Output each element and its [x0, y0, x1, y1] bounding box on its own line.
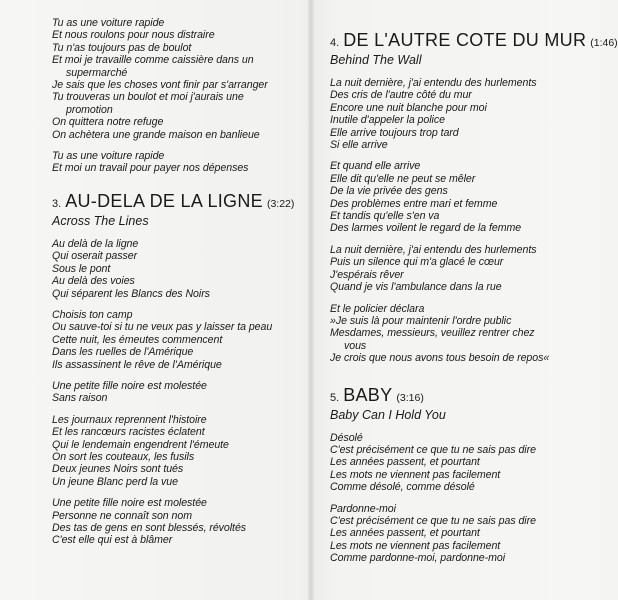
song-duration: (3:16): [396, 391, 424, 404]
lyric-line: Tu n'as toujours pas de boulot: [52, 41, 192, 54]
stanza: [52, 309, 302, 371]
lyric-line: Des cris de l'autre côté du mur: [330, 89, 472, 102]
song-title: DE L'AUTRE COTE DU MUR: [343, 30, 587, 50]
lyric-line: Tu as une voiture rapide: [52, 150, 165, 163]
song-duration: (3:22): [266, 197, 295, 210]
stanza-gap: [52, 488, 302, 497]
lyric-line: On quittera notre refuge: [52, 116, 164, 129]
song-title: AU-DELA DE LA LIGNE: [65, 190, 263, 211]
stanza: [330, 244, 592, 294]
lyric-line: Cette nuit, les émeutes commencent: [52, 333, 223, 346]
lyric-line: Ou sauve-toi si tu ne veux pas y laisser ta peau: [52, 321, 273, 334]
stanza: [330, 303, 592, 365]
lyric-line: Des tas de gens en sont blessés, révoltés: [52, 522, 247, 534]
lyric-line: supermarché: [66, 66, 128, 79]
lyric-line: Comme désolé, comme désolé: [330, 481, 475, 494]
lyric-line: Mesdames, messieurs, veuillez rentrer chez: [330, 327, 535, 340]
stanza-gap: [330, 294, 592, 303]
lyric-line: Tu as une voiture rapide: [52, 17, 165, 29]
lyric-line: On achètera une grande maison en banlieue: [52, 128, 260, 141]
lyric-line: Choisis ton camp: [52, 308, 133, 321]
lyric-line: Un jeune Blanc perd la vue: [52, 475, 178, 488]
lyric-line: La nuit dernière, j'ai entendu des hurlements: [330, 243, 537, 256]
song-duration: (1:46): [590, 37, 618, 49]
lyric-line: Encore une nuit blanche pour moi: [330, 101, 487, 114]
lyric-line: C'est précisément ce que tu ne sais pas dire: [330, 443, 536, 456]
song-subtitle: Across The Lines: [52, 213, 149, 228]
lyric-line: La nuit dernière, j'ai entendu des hurlements: [330, 77, 537, 89]
stanza-gap: [52, 405, 302, 414]
lyric-line: Tu trouveras un boulot et moi j'aurais une: [52, 91, 244, 104]
lyric-line: Qui oserait passer: [52, 250, 138, 263]
lyric-line: C'est elle qui est à blâmer: [52, 534, 173, 547]
lyric-line: Les journaux reprennent l'histoire: [52, 413, 207, 426]
page-fold: [308, 0, 314, 600]
lyric-line: vous: [344, 339, 367, 352]
lyric-line: Et moi un travail pour payer nos dépenses: [52, 162, 249, 175]
lyric-line: Et le policier déclara: [330, 302, 425, 315]
stanza-gap: [52, 371, 302, 380]
lyric-line: Une petite fille noire est molestée: [52, 379, 207, 392]
stanza: [52, 414, 302, 488]
song-number: 3.: [52, 197, 62, 210]
left-column: [52, 17, 302, 547]
stanza: [330, 77, 592, 151]
song-3-lyrics: [52, 238, 302, 547]
stanza: [330, 160, 592, 234]
stanza-gap: [330, 151, 592, 160]
lyric-line: Les mots ne viennent pas facilement: [330, 468, 501, 481]
song-5-heading: [330, 385, 592, 406]
lyric-line: Qui le lendemain engendrent l'émeute: [52, 438, 229, 451]
lyric-line: Puis un silence qui m'a glacé le cœur: [330, 256, 504, 269]
song-subtitle: Behind The Wall: [330, 53, 422, 67]
song-number: 4.: [330, 37, 340, 49]
lyric-line: Les mots ne viennent pas facilement: [330, 539, 501, 552]
lyric-line: Sans raison: [52, 392, 108, 405]
lyric-line: Une petite fille noire est molestée: [52, 497, 207, 510]
lyric-line: Sous le pont: [52, 262, 111, 275]
song-4-heading: [330, 30, 618, 51]
stanza-gap: [52, 141, 302, 150]
stanza: [52, 238, 302, 300]
lyric-line: Des larmes voilent le regard de la femme: [330, 222, 522, 235]
song-title: BABY: [343, 384, 393, 405]
lyric-line: J'espérais rêver: [330, 268, 404, 281]
lyric-line: De la vie privée des gens: [330, 185, 448, 198]
lyric-line: Deux jeunes Noirs sont tués: [52, 463, 184, 476]
lyric-line: Et moi je travaille comme caissière dans un: [52, 54, 254, 67]
lyric-line: Les années passent, et pourtant: [330, 527, 480, 540]
lyric-line: Et nous roulons pour nous distraire: [52, 29, 215, 42]
lyric-line: Au delà des voies: [52, 275, 135, 288]
lyric-line: Je crois que nous avons tous besoin de repos«: [330, 352, 550, 365]
lyric-line: On sort les couteaux, les fusils: [52, 450, 195, 463]
lyric-line: Inutile d'appeler la police: [330, 114, 445, 127]
lyric-line: Elle arrive toujours trop tard: [330, 126, 459, 139]
song-number: 5.: [330, 391, 340, 404]
lyric-line: Si elle arrive: [330, 139, 388, 152]
lyric-line: Qui séparent les Blancs des Noirs: [52, 287, 210, 300]
lyric-line: Et les rancœurs racistes éclatent: [52, 426, 205, 439]
song-3-heading: [52, 191, 302, 212]
lyric-line: Pardonne-moi: [330, 502, 396, 515]
stanza: [52, 380, 302, 405]
song-4-lyrics: [330, 77, 592, 365]
stanza-gap: [330, 235, 592, 244]
lyric-line: Des problèmes entre mari et femme: [330, 197, 498, 210]
intro-lyrics: [52, 17, 302, 175]
song-5-lyrics: [330, 432, 592, 565]
lyric-line: C'est précisément ce que tu ne sais pas dire: [330, 514, 536, 527]
lyric-line: Et quand elle arrive: [330, 160, 421, 173]
lyric-line: Quand je vis l'ambulance dans la rue: [330, 281, 502, 294]
lyric-line: Au delà de la ligne: [52, 237, 139, 250]
stanza: [52, 150, 302, 175]
lyric-line: Elle dit qu'elle ne peut se mêler: [330, 172, 476, 185]
stanza: [330, 432, 592, 494]
stanza-gap: [330, 494, 592, 503]
stanza: [330, 503, 592, 565]
song-subtitle: Baby Can I Hold You: [330, 407, 446, 422]
lyric-line: »Je suis là pour maintenir l'ordre public: [330, 314, 512, 327]
lyric-line: Personne ne connaît son nom: [52, 509, 192, 522]
lyric-line: Les années passent, et pourtant: [330, 456, 480, 469]
stanza: [52, 17, 302, 141]
lyric-line: Et tandis qu'elle s'en va: [330, 210, 440, 223]
lyric-line: Désolé: [330, 431, 363, 444]
stanza: [52, 497, 302, 547]
lyric-line: promotion: [66, 103, 113, 116]
lyric-line: Comme pardonne-moi, pardonne-moi: [330, 552, 506, 565]
right-column: [330, 30, 618, 565]
lyric-line: Dans les ruelles de l'Amérique: [52, 346, 194, 359]
stanza-gap: [52, 300, 302, 309]
lyric-line: Ils assassinent le rêve de l'Amérique: [52, 358, 222, 371]
lyric-line: Je sais que les choses vont finir par s'arranger: [52, 79, 268, 92]
